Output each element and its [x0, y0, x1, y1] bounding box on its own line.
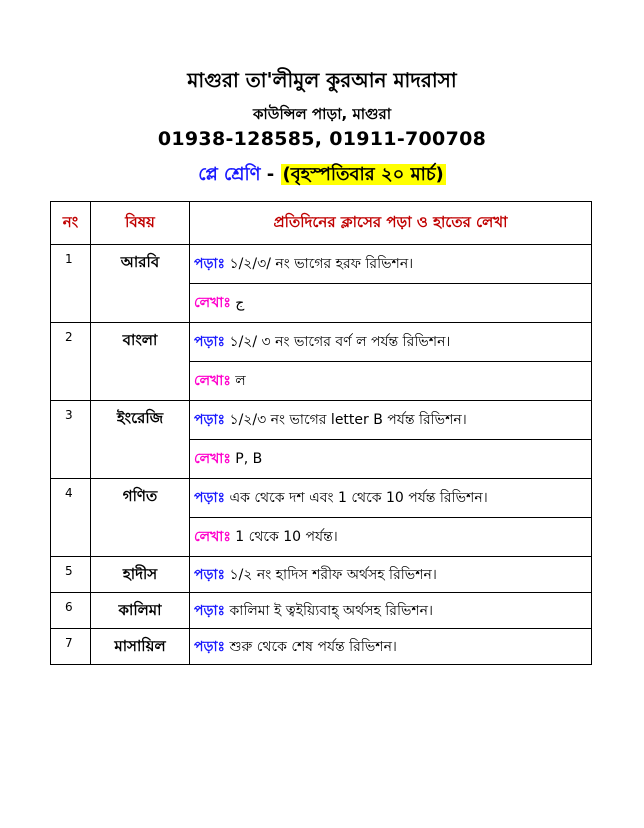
- read-cell: [190, 245, 592, 284]
- read-text: এক থেকে দশ এবং 1 থেকে 10 পর্যন্ত রিভিশন।: [229, 490, 488, 506]
- table-row: [51, 401, 592, 440]
- read-text: কালিমা ই ত্বইয়্যিবাহ্ অর্থসহ রিভিশন।: [229, 602, 434, 619]
- read-label: পড়াঃ: [194, 566, 226, 583]
- row-number: 1: [51, 245, 91, 323]
- table-row: [51, 245, 592, 284]
- read-cell: [190, 557, 592, 593]
- write-text: ল: [235, 373, 246, 389]
- subject-cell: বাংলা: [91, 323, 190, 401]
- read-label: পড়াঃ: [194, 256, 226, 272]
- read-label: পড়াঃ: [194, 334, 226, 350]
- class-date-line: [0, 160, 644, 191]
- write-label: লেখাঃ: [194, 451, 231, 467]
- header-num: নং: [51, 202, 91, 245]
- header-description: প্রতিদিনের ক্লাসের পড়া ও হাতের লেখা: [190, 202, 592, 245]
- read-cell: [190, 629, 592, 665]
- write-label: লেখাঃ: [194, 295, 231, 311]
- read-cell: [190, 323, 592, 362]
- table-row: [51, 557, 592, 593]
- subject-cell: আরবি: [91, 245, 190, 323]
- row-number: 2: [51, 323, 91, 401]
- read-text: শুরু থেকে শেষ পর্যন্ত রিভিশন।: [229, 638, 397, 655]
- row-number: 3: [51, 401, 91, 479]
- lesson-table: [50, 201, 592, 665]
- read-label: পড়াঃ: [194, 602, 226, 619]
- row-number: 5: [51, 557, 91, 593]
- madrasa-title: মাগুরা তা'লীমুল কুরআন মাদরাসা: [187, 68, 457, 92]
- table-row: [51, 479, 592, 518]
- row-number: 7: [51, 629, 91, 665]
- row-number: 6: [51, 593, 91, 629]
- write-text: ج: [235, 295, 245, 311]
- read-text: ১/২/৩ নং ভাগের letter B পর্যন্ত রিভিশন।: [229, 412, 467, 428]
- write-text: 1 থেকে 10 পর্যন্ত।: [235, 529, 338, 545]
- subject-cell: মাসায়িল: [91, 629, 190, 665]
- read-text: ১/২/৩/ নং ভাগের হরফ রিভিশন।: [229, 256, 414, 272]
- read-label: পড়াঃ: [194, 412, 226, 428]
- read-text: ১/২/ ৩ নং ভাগের বর্ণ ল পর্যন্ত রিভিশন।: [229, 334, 451, 350]
- date-highlight: (বৃহস্পতিবার ২০ মার্চ): [282, 164, 444, 185]
- write-cell: [190, 518, 592, 557]
- table-header-row: [51, 202, 592, 245]
- read-text: ১/২ নং হাদিস শরীফ অর্থসহ রিভিশন।: [229, 566, 437, 583]
- read-cell: [190, 593, 592, 629]
- write-cell: [190, 440, 592, 479]
- contact-phones: 01938-128585, 01911-700708: [157, 128, 487, 150]
- row-number: 4: [51, 479, 91, 557]
- write-cell: [190, 284, 592, 323]
- read-cell: [190, 479, 592, 518]
- class-name: প্লে শ্রেণি: [198, 164, 261, 185]
- write-text: P, B: [235, 451, 263, 467]
- madrasa-address: কাউন্সিল পাড়া, মাগুরা: [252, 105, 392, 123]
- table-row: [51, 629, 592, 665]
- subject-cell: ইংরেজি: [91, 401, 190, 479]
- read-label: পড়াঃ: [194, 490, 226, 506]
- subject-cell: গণিত: [91, 479, 190, 557]
- header-subject: বিষয়: [91, 202, 190, 245]
- table-row: [51, 593, 592, 629]
- write-cell: [190, 362, 592, 401]
- read-cell: [190, 401, 592, 440]
- subject-cell: কালিমা: [91, 593, 190, 629]
- table-row: [51, 323, 592, 362]
- write-label: লেখাঃ: [194, 373, 231, 389]
- subject-cell: হাদীস: [91, 557, 190, 593]
- read-label: পড়াঃ: [194, 638, 226, 655]
- separator: -: [266, 164, 275, 185]
- write-label: লেখাঃ: [194, 529, 231, 545]
